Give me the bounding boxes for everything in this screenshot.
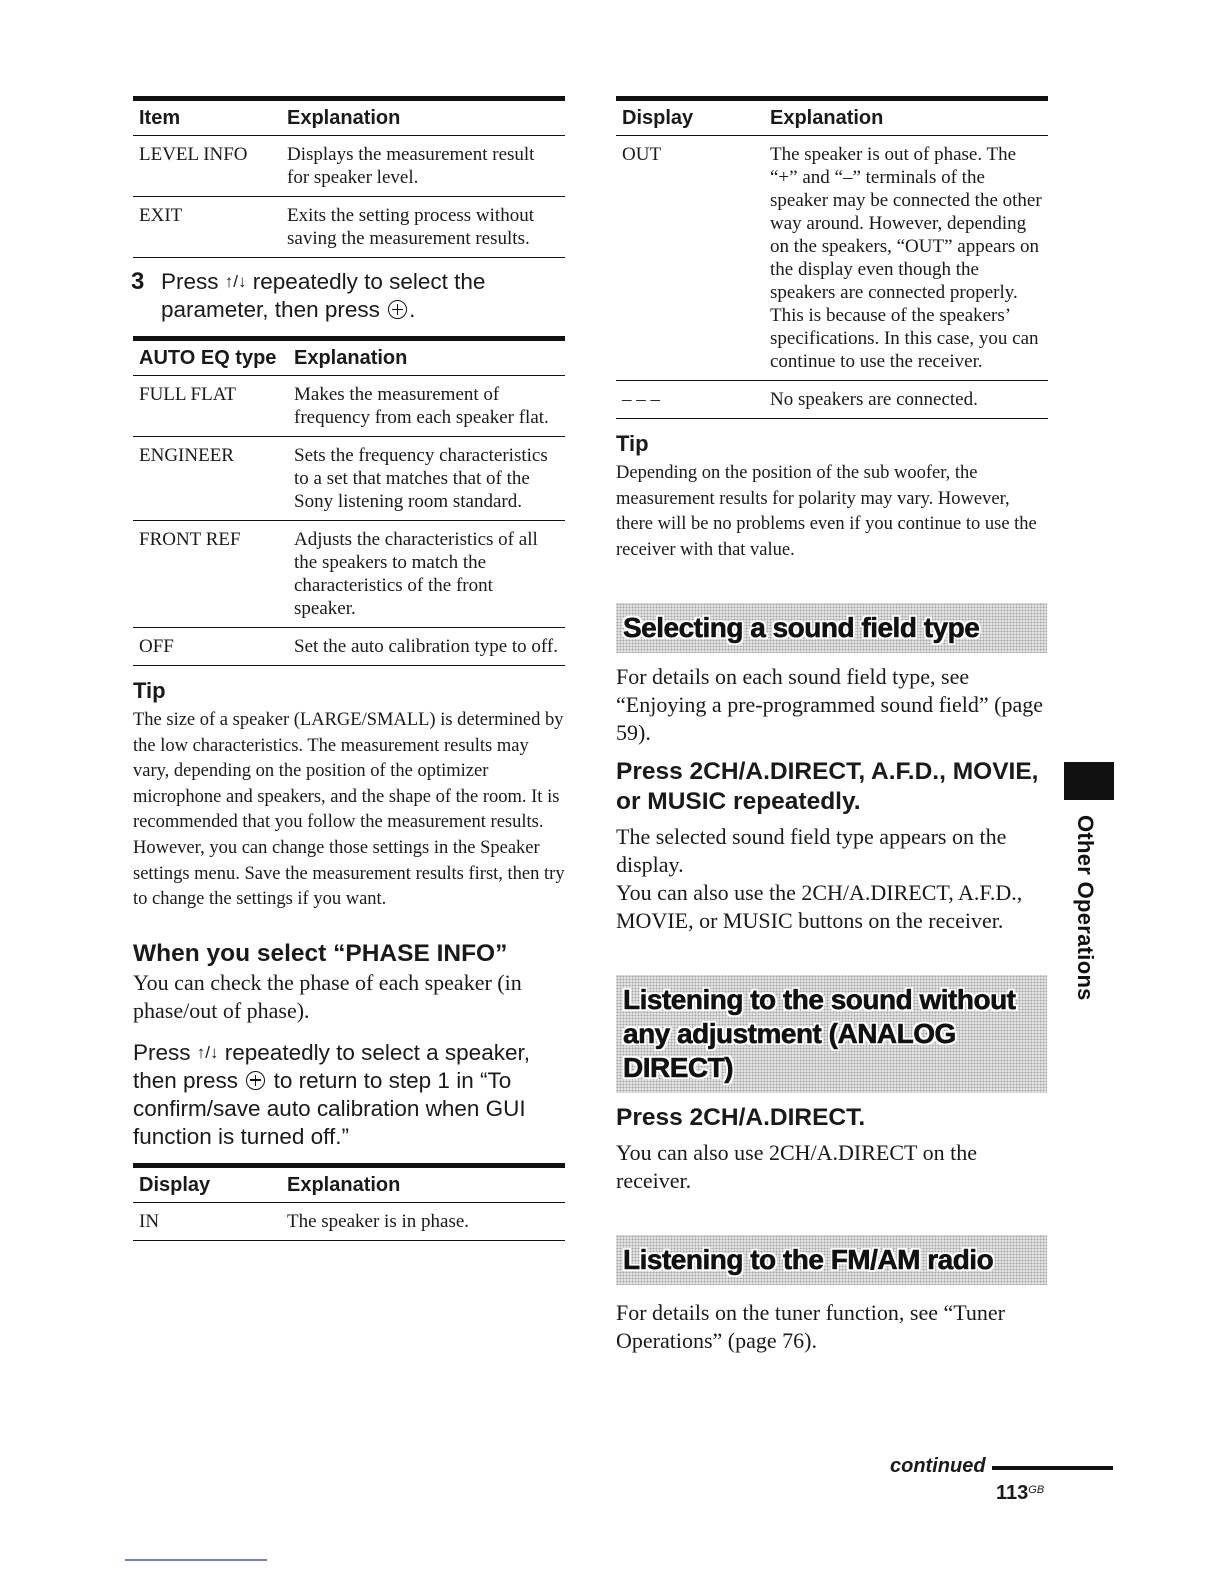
radio-text: For details on the tuner function, see “Tuner Operations” (page 76). bbox=[616, 1300, 1005, 1354]
table-row bbox=[616, 381, 1048, 419]
up-down-arrows-icon: ↑/↓ bbox=[196, 1042, 219, 1062]
table-cell-display: – – – bbox=[616, 381, 764, 419]
tip-heading: Tip bbox=[616, 431, 649, 456]
side-section-label: Other Operations bbox=[1073, 815, 1098, 1001]
table-row bbox=[133, 376, 565, 437]
step-text-mid: repeatedly to select the parameter, then press bbox=[161, 269, 486, 322]
table-cell-display: IN bbox=[133, 1202, 281, 1240]
table-cell-explanation: Exits the setting process without saving the measurement results. bbox=[281, 197, 565, 258]
tip-body: The size of a speaker (LARGE/SMALL) is determined by the low characteristics. The measurement results may vary, depending on the position of the optimizer microphone and speakers, and the shape of the room. It is recommended that you follow the measurement results. However, you can change those settings in the Speaker settings menu. Save the measurement results first, then try to change the settings if you want. bbox=[133, 710, 565, 910]
display-table-in bbox=[133, 1163, 565, 1241]
auto-eq-table bbox=[133, 336, 565, 666]
step-text-before: Press bbox=[161, 269, 219, 294]
table-cell-type: FULL FLAT bbox=[133, 376, 288, 437]
table-row bbox=[133, 1202, 565, 1240]
table-row bbox=[133, 136, 565, 197]
display-header: Display bbox=[133, 1165, 281, 1202]
step-3 bbox=[133, 268, 565, 324]
instr-text-before: Press bbox=[133, 1039, 191, 1065]
sound-field-result: The selected sound field type appears on the display. bbox=[616, 824, 1007, 878]
step-number: 3 bbox=[131, 268, 145, 295]
table-cell-explanation: The speaker is in phase. bbox=[281, 1202, 565, 1240]
right-column bbox=[616, 96, 1048, 1355]
table-cell-explanation: Set the auto calibration type to off. bbox=[288, 628, 565, 666]
table-row bbox=[616, 136, 1048, 381]
table-cell-explanation: Displays the measurement result for speaker level. bbox=[281, 136, 565, 197]
phase-info-heading: When you select “PHASE INFO” bbox=[133, 939, 508, 967]
left-column bbox=[133, 96, 565, 1241]
step-text-end: . bbox=[409, 297, 416, 322]
instr-text-mid: repeatedly to select a speaker, then press bbox=[133, 1039, 530, 1093]
tip-body: Depending on the position of the sub woofer, the measurement results for polarity may vary. However, there will be no problems even if you continue to use the receiver with that value. bbox=[616, 463, 1037, 560]
table-cell-explanation: Sets the frequency characteristics to a set that matches that of the Sony listening room standard. bbox=[288, 437, 565, 521]
page-number-value: 113 bbox=[996, 1482, 1029, 1504]
table-row bbox=[133, 437, 565, 521]
auto-eq-header-type: AUTO EQ type bbox=[133, 339, 288, 376]
section-banner-analog-direct: Listening to the sound without any adjustment (ANALOG DIRECT) bbox=[616, 975, 1047, 1093]
table-cell-item: EXIT bbox=[133, 197, 281, 258]
table-cell-explanation: No speakers are connected. bbox=[764, 381, 1048, 419]
table-cell-explanation: The speaker is out of phase. The “+” and “–” terminals of the speaker may be connected the other way around. However, depending on the speakers, “OUT” appears on the display even though the speakers are connected properly. This is because of the speakers’ specifications. In this case, you can continue to use the receiver. bbox=[764, 136, 1048, 381]
sound-field-note: You can also use the 2CH/A.DIRECT, A.F.D., MOVIE, or MUSIC buttons on the receiver. bbox=[616, 880, 1023, 934]
continued-rule bbox=[992, 1466, 1113, 1470]
bottom-link-line bbox=[125, 1559, 267, 1561]
table-cell-type: FRONT REF bbox=[133, 521, 288, 628]
up-down-arrows-icon: ↑/↓ bbox=[224, 272, 247, 291]
phase-info-instruction bbox=[133, 1039, 565, 1151]
sound-field-instruction: Press 2CH/A.DIRECT, A.F.D., MOVIE, or MUSIC repeatedly. bbox=[616, 758, 1039, 816]
section-banner-radio: Listening to the FM/AM radio bbox=[616, 1235, 1047, 1285]
page-number bbox=[996, 1482, 1044, 1505]
explanation-header: Explanation bbox=[764, 99, 1048, 136]
table-cell-type: ENGINEER bbox=[133, 437, 288, 521]
tip-heading: Tip bbox=[133, 678, 166, 703]
analog-direct-note: You can also use 2CH/A.DIRECT on the receiver. bbox=[616, 1140, 977, 1194]
section-banner-sound-field: Selecting a sound field type bbox=[616, 603, 1047, 653]
page-number-suffix: GB bbox=[1028, 1484, 1045, 1496]
auto-eq-header-explanation: Explanation bbox=[288, 339, 565, 376]
enter-button-icon bbox=[388, 300, 407, 319]
continued-label: continued bbox=[890, 1455, 986, 1477]
sound-field-intro: For details on each sound field type, see “Enjoying a pre-programmed sound field” (page 59). bbox=[616, 664, 1044, 746]
table-cell-explanation: Makes the measurement of frequency from each speaker flat. bbox=[288, 376, 565, 437]
table-cell-display: OUT bbox=[616, 136, 764, 381]
item-table-header-item: Item bbox=[133, 99, 281, 136]
table-cell-explanation: Adjusts the characteristics of all the speakers to match the characteristics of the front speaker. bbox=[288, 521, 565, 628]
display-table-out bbox=[616, 96, 1048, 419]
side-tab-marker bbox=[1064, 762, 1114, 800]
phase-info-intro: You can check the phase of each speaker (in phase/out of phase). bbox=[133, 969, 522, 1023]
table-row bbox=[133, 197, 565, 258]
analog-direct-instruction: Press 2CH/A.DIRECT. bbox=[616, 1104, 866, 1132]
explanation-header: Explanation bbox=[281, 1165, 565, 1202]
item-table-header-explanation: Explanation bbox=[281, 99, 565, 136]
table-cell-type: OFF bbox=[133, 628, 288, 666]
table-cell-item: LEVEL INFO bbox=[133, 136, 281, 197]
display-header: Display bbox=[616, 99, 764, 136]
item-table bbox=[133, 96, 565, 258]
table-row bbox=[133, 628, 565, 666]
table-row bbox=[133, 521, 565, 628]
instr-text-end: to return to step 1 in “To confirm/save auto calibration when GUI function is turned off.” bbox=[133, 1067, 526, 1149]
enter-button-icon bbox=[246, 1071, 265, 1090]
